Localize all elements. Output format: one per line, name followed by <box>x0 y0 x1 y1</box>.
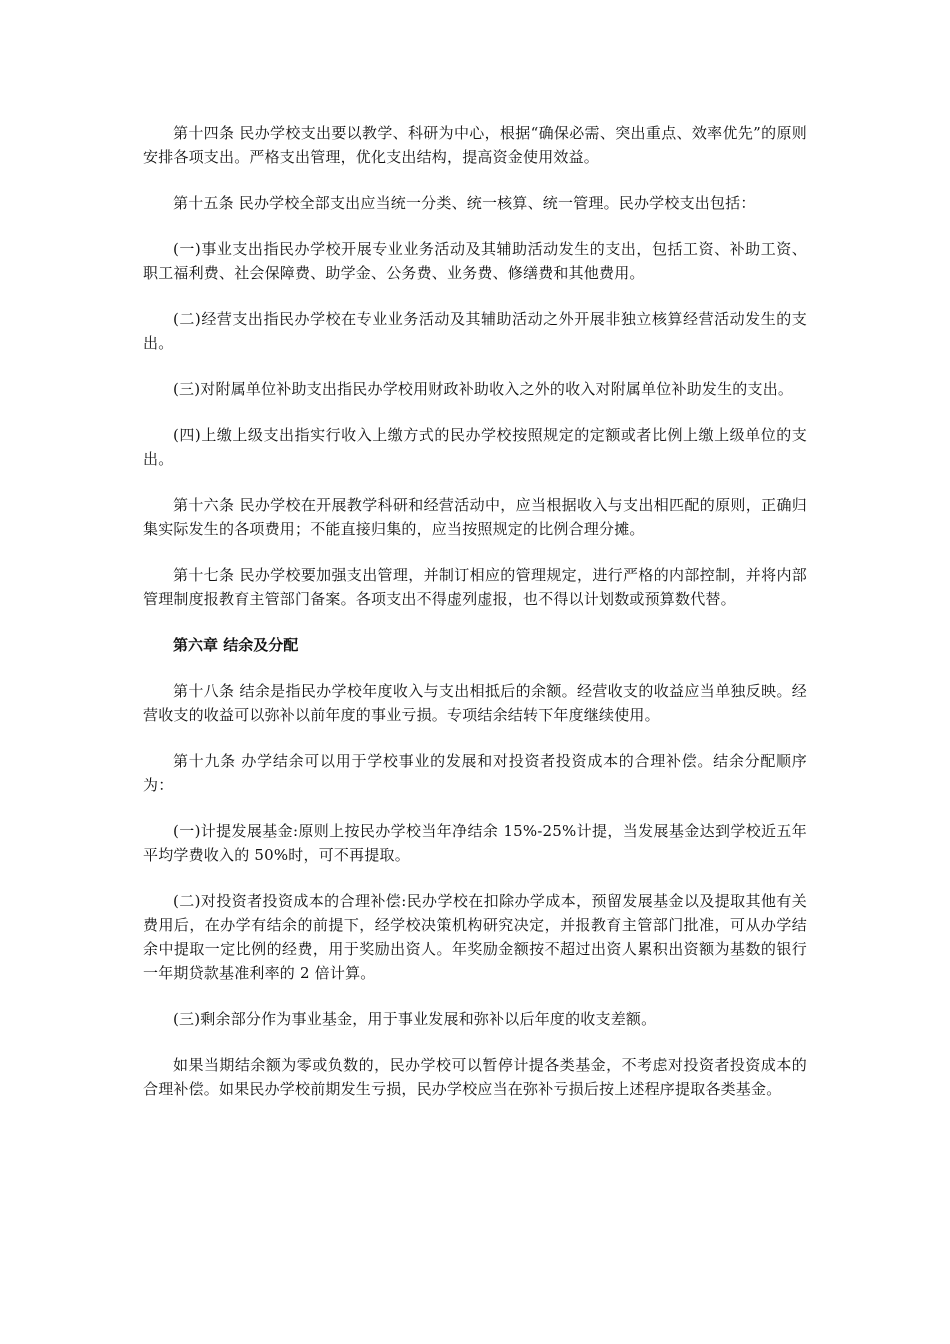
article-15-item-2: (二)经营支出指民办学校在专业业务活动及其辅助活动之外开展非独立核算经营活动发生的支出。 <box>143 310 807 352</box>
article-14: 第十四条 民办学校支出要以教学、科研为中心，根据“确保必需、突出重点、效率优先”的原则安排各项支出。严格支出管理，优化支出结构，提高资金使用效益。 <box>143 124 807 166</box>
article-15-item-4: (四)上缴上级支出指实行收入上缴方式的民办学校按照规定的定额或者比例上缴上级单位的支出。 <box>143 426 807 468</box>
article-17: 第十七条 民办学校要加强支出管理，并制订相应的管理规定，进行严格的内部控制，并将内部管理制度报教育主管部门备案。各项支出不得虚列虚报，也不得以计划数或预算数代替。 <box>143 566 807 608</box>
article-19-item-1: (一)计提发展基金:原则上按民办学校当年净结余 15%-25%计提，当发展基金达到学校近五年平均学费收入的 50%时，可不再提取。 <box>143 822 807 864</box>
article-15: 第十五条 民办学校全部支出应当统一分类、统一核算、统一管理。民办学校支出包括： <box>173 194 756 212</box>
chapter-heading: 第六章 结余及分配 <box>173 636 299 654</box>
document-page <box>143 121 807 1123</box>
article-15-item-3: (三)对附属单位补助支出指民办学校用财政补助收入之外的收入对附属单位补助发生的支出。 <box>173 380 794 398</box>
closing-paragraph: 如果当期结余额为零或负数的，民办学校可以暂停计提各类基金，不考虑对投资者投资成本的合理补偿。如果民办学校前期发生亏损，民办学校应当在弥补亏损后按上述程序提取各类基金。 <box>143 1056 807 1098</box>
article-15-item-1: (一)事业支出指民办学校开展专业业务活动及其辅助活动发生的支出，包括工资、补助工资、职工福利费、社会保障费、助学金、公务费、业务费、修缮费和其他费用。 <box>143 240 807 282</box>
article-19-item-3: (三)剩余部分作为事业基金，用于事业发展和弥补以后年度的收支差额。 <box>173 1010 657 1028</box>
article-19-item-2: (二)对投资者投资成本的合理补偿:民办学校在扣除办学成本，预留发展基金以及提取其他有关费用后，在办学有结余的前提下，经学校决策机构研究决定，并报教育主管部门批准，可从办学结余中提取一定比例的经费，用于奖励出资人。年奖励金额按不超过出资人累积出资额为基数的银行一年期贷款基准利率的 2 倍计算。 <box>143 892 807 982</box>
article-18: 第十八条 结余是指民办学校年度收入与支出相抵后的余额。经营收支的收益应当单独反映。经营收支的收益可以弥补以前年度的事业亏损。专项结余结转下年度继续使用。 <box>143 682 807 724</box>
article-16: 第十六条 民办学校在开展教学科研和经营活动中，应当根据收入与支出相匹配的原则，正确归集实际发生的各项费用；不能直接归集的，应当按照规定的比例合理分摊。 <box>143 496 807 538</box>
article-19: 第十九条 办学结余可以用于学校事业的发展和对投资者投资成本的合理补偿。结余分配顺序为： <box>143 752 807 794</box>
